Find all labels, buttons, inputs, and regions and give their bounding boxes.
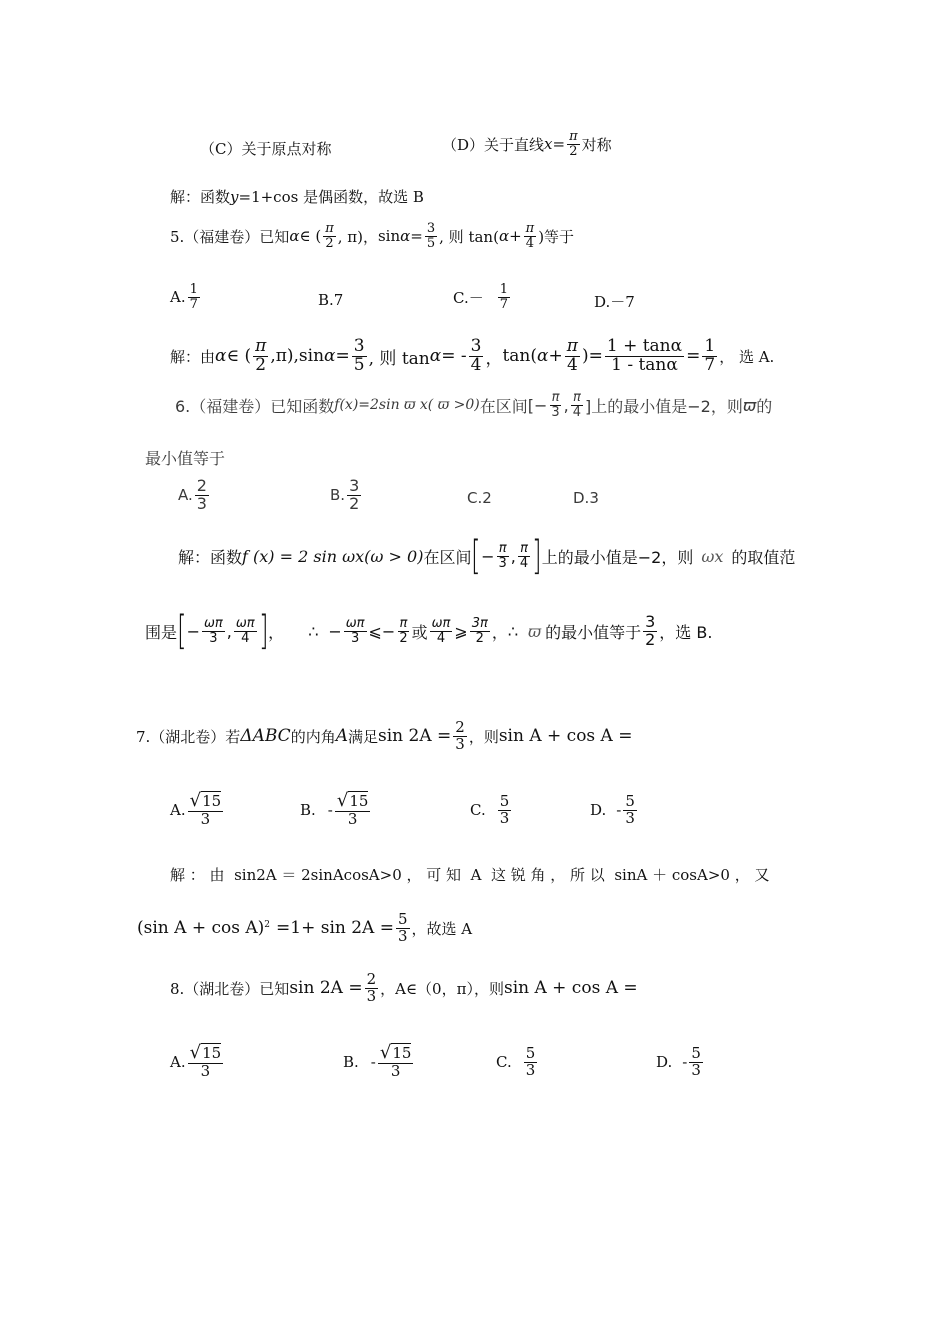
- q7-opt-a-label: A.: [170, 800, 186, 819]
- frac-num: 3π: [471, 615, 488, 631]
- frac-den: 4: [519, 555, 529, 571]
- q7-option-b: [300, 792, 372, 828]
- q6-neg: [−: [527, 395, 548, 415]
- q8-opt-c-label: C.: [496, 1053, 512, 1072]
- frac-den: 3: [390, 1061, 401, 1080]
- q7-opt-b-label: B.: [300, 800, 316, 819]
- q5-sol-one-seventh: [702, 338, 717, 375]
- q7-stem-c: 满足: [347, 727, 378, 746]
- q6-stem: 6.（福建卷）已知函数 f(x)=2sin ϖ x( ϖ >0) 在区间 [− $\frac{\pi}{3}$ , $\frac{\pi}{4}$ ]上的最小值是−2，则 ϖ 的: [175, 390, 773, 420]
- q6-sol-d: 的取值范: [731, 547, 796, 567]
- right-bracket: ]: [532, 533, 542, 579]
- frac-den: 3: [196, 493, 207, 513]
- frac-num: 5: [397, 910, 408, 928]
- q5-sol-f: ，: [485, 348, 503, 369]
- q7-stem-d: ，则: [468, 727, 499, 746]
- q6-solution-line2: 围是 [ − $\frac{\omega\pi}{3}$ , $\frac{\omega\pi}{4}$ ] ， ∴ − $\frac{\omega\pi}{3}$ ⩽ − $\frac{\pi}{2}$ 或 $\frac{\omega\pi}{4}$ ⩾ $\frac{3\pi}{2}$ ， ∴ ϖ 的最小值等于 $\frac{3}{2}$ ，选 B.: [145, 608, 713, 654]
- frac-num: ωπ: [431, 615, 451, 631]
- q4-option-c: [200, 138, 331, 159]
- frac-den: 7: [704, 354, 716, 375]
- q8-opt-a-frac: [188, 1044, 224, 1080]
- frac-den: 4: [525, 235, 535, 251]
- q5-sol-three-fifths: [352, 338, 367, 375]
- q6-geq: ⩾: [454, 621, 468, 641]
- q5-opt-a-label: A.: [170, 288, 186, 307]
- q7-opt-d-minus: -: [616, 801, 622, 820]
- q5-sol-alpha: α: [215, 346, 227, 367]
- frac-num: 5: [625, 792, 635, 810]
- q6-opt-b-frac: [347, 478, 361, 513]
- q4-option-d-prefix: （D）关于直线: [442, 135, 545, 154]
- q7-sol-line2-c: ，故选 A: [411, 919, 473, 938]
- q8-option-c: [496, 1046, 539, 1079]
- frac-den: 3: [200, 809, 211, 828]
- q7-expr: sin A + cos A =: [498, 726, 633, 747]
- frac-den: 4: [241, 630, 250, 646]
- frac-num: 3: [353, 336, 365, 356]
- frac-den: 5: [353, 354, 365, 375]
- frac-num: π: [399, 615, 408, 631]
- q7-opt-d-frac: [623, 794, 637, 827]
- q8-option-b: [343, 1044, 415, 1080]
- q5-sol-tan-frac: [605, 338, 684, 375]
- q6-sol-pi-over-3: [496, 542, 508, 570]
- q4-solution: [170, 186, 424, 207]
- q5-pi-over-4: [524, 222, 537, 250]
- q5-sol-j: ， 选 A.: [719, 347, 775, 366]
- frac-den: 7: [189, 296, 198, 312]
- q6-leq: ⩽: [368, 621, 382, 641]
- q5-option-a: [170, 283, 202, 311]
- left-bracket: [: [471, 533, 481, 579]
- q4-sol-prefix: 解：函数: [170, 188, 231, 206]
- q5-in: ∈ (: [299, 227, 322, 246]
- q5-sol-c: =: [335, 346, 350, 367]
- q4-option-d-var: x: [544, 135, 553, 154]
- q5-sol-d: , 则 tan: [368, 348, 430, 369]
- frac-den: 3: [397, 926, 408, 945]
- sqrt-value: 15: [202, 1044, 222, 1062]
- q5-option-d: [594, 291, 635, 312]
- frac-num: 2: [366, 970, 377, 988]
- q8-option-d: [656, 1046, 705, 1079]
- frac-num: 1: [499, 282, 508, 297]
- q5-solution: 解：由 α ∈ ( $\frac{\pi}{2}$ ,π),sin α = $\frac{3}{5}$ , 则 tan α = - $\frac{3}{4}$ ， tan( α + $\frac{\pi}{4}$ )= $\frac{1 + \tan\alpha}{1 - \tan\alpha}$ = $\frac{1}{7}$ ， 选 A.: [170, 336, 775, 375]
- frac-num: π: [569, 129, 578, 144]
- q7-sol-line1-text: 解 ： 由 sin2A ＝ 2sinAcosA>0 ， 可 知 A 这 锐 角 ， 所 以 sinA ＋ cosA>0 ， 又: [170, 866, 770, 884]
- frac-den: 3: [625, 808, 635, 827]
- frac-num: √15: [336, 790, 369, 811]
- q7-sol-five-thirds: [396, 912, 410, 945]
- frac-den: 4: [566, 354, 578, 375]
- q5-plus: +: [509, 227, 522, 246]
- frac-den: 2: [475, 630, 484, 646]
- q5-sol-alpha-4: α: [537, 346, 549, 367]
- frac-num: 2: [455, 718, 465, 736]
- q6-stem-c: ]上的最小值是−2，则: [585, 396, 743, 416]
- q6-sol-b: 在区间: [423, 547, 472, 567]
- q7-option-c: [470, 794, 513, 827]
- q6-sol-pi-over-2: [397, 617, 409, 645]
- q4-option-d-fraction: [567, 130, 580, 158]
- q8-opt-a-label: A.: [170, 1052, 186, 1071]
- q7-opt-b-minus: -: [327, 800, 333, 819]
- q6-sol-wpi-over-3: [202, 617, 225, 645]
- frac-num: π: [525, 221, 535, 236]
- frac-den: 3: [366, 986, 377, 1005]
- frac-den: 2: [255, 354, 267, 375]
- q6-sol-e: ，: [268, 622, 285, 642]
- q8-opt-d-frac: [689, 1046, 703, 1079]
- q4-option-d-suffix: 对称: [581, 135, 612, 154]
- q5-stem-a: 5.（福建卷）已知: [170, 227, 290, 246]
- q6-sol-wx: ωx: [701, 546, 724, 566]
- q5-sol-g: tan(: [502, 346, 538, 367]
- q6-sol-c: 上的最小值是−2，则: [541, 547, 694, 567]
- q6-sol-h: ，选 B.: [659, 622, 713, 642]
- q6-stem-line2-text: 最小值等于: [145, 449, 226, 468]
- q8-opt-c-frac: [524, 1046, 538, 1079]
- frac-den: 3: [455, 734, 465, 753]
- q8-two-thirds: [365, 972, 379, 1005]
- q6-sol-wpi-over-3-b: [344, 617, 367, 645]
- q6-sol-line2-a: 围是: [145, 622, 178, 642]
- q7-opt-a-frac: [188, 792, 224, 828]
- q6-sol-3-over-2: [643, 611, 657, 649]
- q7-two-thirds: [453, 720, 467, 753]
- q6-sol-or: 或: [411, 622, 428, 642]
- q5-sol-alpha-3: α: [429, 346, 442, 367]
- q6-sol-f: ，: [491, 622, 508, 642]
- q5-sol-i: =: [686, 346, 701, 367]
- q8-opt-d-minus: -: [682, 1053, 688, 1072]
- q4-sol-rest: =1+cos 是偶函数，故选 B: [238, 188, 424, 206]
- q6-stem-line2: [145, 446, 225, 469]
- frac-num: 1 + tanα: [606, 336, 683, 356]
- frac-den: 7: [499, 296, 508, 312]
- q5-then-tan: , 则 tan(: [439, 227, 499, 246]
- q7-opt-c-frac: [498, 794, 512, 827]
- frac-den: 2: [399, 630, 408, 646]
- q8-stem-a: 8.（湖北卷）已知: [170, 979, 290, 998]
- q7-A: A: [335, 726, 348, 747]
- frac-num: 3: [349, 476, 360, 495]
- q6-sol-g: 的最小值等于: [545, 622, 642, 642]
- q5-sol-in: ∈ (: [226, 346, 252, 367]
- q5-three-fifths: [425, 222, 437, 250]
- q5-sol-h: )=: [581, 346, 603, 367]
- frac-num: 5: [691, 1044, 701, 1062]
- q5-opt-a-frac: [188, 283, 200, 311]
- sqrt-value: 15: [392, 1044, 412, 1062]
- q5-sol-a: 解：由: [170, 347, 216, 366]
- q6-option-a: [178, 478, 211, 513]
- q7-sol-sup2: 2: [264, 920, 271, 930]
- q6-therefore-2: ∴: [507, 621, 519, 641]
- q6-stem-b: 在区间: [479, 396, 528, 416]
- left-bracket: [: [177, 608, 187, 654]
- q7-option-d: [590, 794, 639, 827]
- q5-stem: 5.（福建卷）已知 α ∈ ( $\frac{\pi}{2}$ , π)， sin α = $\frac{3}{5}$ , 则 tan( α + $\frac{\pi}{4}$ )等于: [170, 221, 575, 251]
- frac-den: 4: [436, 630, 446, 646]
- frac-den: 3: [498, 555, 507, 571]
- q8-sin2a: sin 2A =: [289, 978, 363, 999]
- frac-den: 2: [325, 235, 334, 251]
- q6-sol-pi-over-4: [518, 542, 530, 570]
- q8-stem: [170, 972, 638, 1005]
- q5-equals-word: )等于: [538, 227, 575, 246]
- frac-num: 3: [426, 221, 436, 236]
- frac-den: 5: [426, 235, 436, 251]
- q7-stem-b: 的内角: [290, 727, 336, 746]
- q5-sol-three-quarters: [469, 338, 484, 375]
- q5-sin: sin: [377, 227, 401, 246]
- q6-opt-b-label: B.: [330, 486, 346, 505]
- q4-option-c-text: （C）关于原点对称: [200, 140, 332, 158]
- frac-num: 5: [499, 792, 510, 810]
- q5-option-c: [453, 283, 512, 311]
- q6-option-d: [573, 489, 599, 507]
- q7-stem-a: 7.（湖北卷）若: [136, 727, 241, 746]
- q7-stem: [136, 720, 632, 753]
- q5-alpha: α: [289, 227, 300, 246]
- q7-sol-line2-a: (sin A + cos A): [137, 918, 265, 939]
- q6-sol-omega: ϖ: [528, 621, 542, 641]
- q6-pi-over-3: [549, 391, 561, 419]
- q5-pi-over-2: [323, 222, 336, 250]
- q6-opt-a-label: A.: [178, 486, 193, 505]
- q5-alpha-3: α: [498, 227, 510, 246]
- frac-num: 1: [704, 336, 716, 356]
- q5-sol-pi-over-4: [565, 338, 580, 375]
- frac-num: π: [325, 221, 334, 236]
- q6-sol-fx: f (x) = 2 sin ωx(ω > 0): [242, 546, 424, 566]
- frac-den: 2: [569, 143, 578, 159]
- q6-stem-a: 6.（福建卷）已知函数: [175, 396, 335, 416]
- q6-opt-d-text: D.3: [573, 489, 599, 507]
- q6-sol-wpi-over-4-b: [430, 617, 453, 645]
- q7-triangle: ΔABC: [240, 726, 291, 747]
- frac-num: 2: [196, 476, 207, 495]
- q7-sol-line2-b: =1+ sin 2A =: [276, 918, 394, 939]
- q6-sol-wpi-over-4: [234, 617, 257, 645]
- q8-opt-b-minus: -: [370, 1052, 376, 1071]
- frac-den: 3: [691, 1060, 701, 1079]
- frac-num: π: [572, 390, 581, 405]
- frac-den: 3: [351, 630, 360, 646]
- q5-opt-c-frac: [498, 283, 510, 311]
- frac-num: 3: [470, 336, 482, 356]
- q5-opt-d-text: D.－7: [594, 293, 635, 311]
- frac-num: π: [520, 540, 528, 556]
- frac-den: 4: [572, 404, 582, 420]
- frac-num: 3: [645, 611, 656, 631]
- q7-sin2a: sin 2A =: [378, 726, 452, 747]
- q6-omega: ϖ: [742, 395, 757, 415]
- q5-option-b: [318, 291, 343, 309]
- frac-den: 3: [551, 404, 560, 420]
- q7-opt-d-label: D.: [590, 801, 607, 820]
- q6-opt-c-text: C.2: [467, 489, 492, 507]
- frac-den: 3: [347, 809, 358, 828]
- q5-opt-b-text: B.7: [318, 291, 344, 309]
- q5-alpha-2: α: [400, 227, 411, 246]
- q6-option-b: [330, 478, 363, 513]
- q7-option-a: [170, 792, 225, 828]
- q4-option-d-eq: =: [552, 135, 566, 154]
- q8-stem-b: ，A∈（0，π），则: [380, 979, 504, 998]
- q5-comma-pi: , π)，: [337, 227, 378, 246]
- frac-den: 3: [525, 1060, 536, 1079]
- q6-sol-a: 解：函数: [178, 547, 243, 567]
- frac-num: ωπ: [204, 615, 223, 631]
- sqrt-value: 15: [349, 792, 369, 810]
- frac-num: 5: [525, 1044, 536, 1062]
- frac-den: 2: [645, 629, 656, 649]
- frac-num: π: [551, 390, 560, 405]
- q6-solution-line1: 解：函数 f (x) = 2 sin ωx(ω > 0) 在区间 [ − $\frac{\pi}{3}$ , $\frac{\pi}{4}$ ] 上的最小值是−2，则 ωx 的取值范: [178, 533, 796, 579]
- frac-num: ωπ: [235, 615, 255, 631]
- q5-sol-pi-over-2: [253, 338, 268, 375]
- frac-den: 3: [209, 630, 218, 646]
- q5-sol-b: ,π),sin: [270, 346, 325, 367]
- q5-sol-e: = -: [441, 346, 467, 367]
- q4-option-d: [442, 130, 612, 158]
- q8-expr: sin A + cos A =: [503, 978, 638, 999]
- q8-opt-b-label: B.: [343, 1052, 359, 1071]
- q6-option-c: [467, 489, 492, 507]
- frac-num: π: [498, 540, 507, 556]
- frac-num: √15: [379, 1042, 412, 1063]
- q8-option-a: [170, 1044, 225, 1080]
- frac-den: 3: [200, 1061, 211, 1080]
- q5-sol-alpha-2: α: [324, 346, 336, 367]
- q6-therefore-1: ∴: [308, 621, 319, 641]
- q8-opt-d-label: D.: [656, 1053, 673, 1072]
- frac-num: 1: [189, 282, 198, 297]
- q5-opt-c-label: C.－: [453, 288, 484, 307]
- q7-opt-b-frac: [335, 792, 371, 828]
- q6-stem-d: 的: [756, 396, 773, 416]
- frac-num: √15: [189, 1042, 222, 1063]
- frac-den: 3: [499, 808, 510, 827]
- right-bracket: ]: [258, 608, 269, 654]
- q7-solution-line1: [170, 864, 769, 885]
- frac-num: ωπ: [345, 615, 365, 631]
- frac-den: 1 - tanα: [611, 354, 678, 375]
- frac-num: π: [566, 336, 578, 356]
- frac-num: π: [255, 336, 267, 356]
- frac-num: √15: [189, 790, 222, 811]
- q6-fx: f(x)=2sin ϖ x( ϖ >0): [334, 397, 480, 414]
- frac-den: 4: [470, 354, 482, 375]
- frac-den: 2: [349, 493, 360, 513]
- q7-opt-c-label: C.: [470, 801, 486, 820]
- q4-sol-var: y: [230, 187, 239, 206]
- q6-pi-over-4: [571, 391, 583, 419]
- q6-sol-3pi-over-2: [470, 617, 490, 645]
- q6-opt-a-frac: [195, 478, 209, 513]
- q8-opt-b-frac: [378, 1044, 414, 1080]
- q7-solution-line2: [137, 912, 472, 945]
- sqrt-value: 15: [202, 792, 222, 810]
